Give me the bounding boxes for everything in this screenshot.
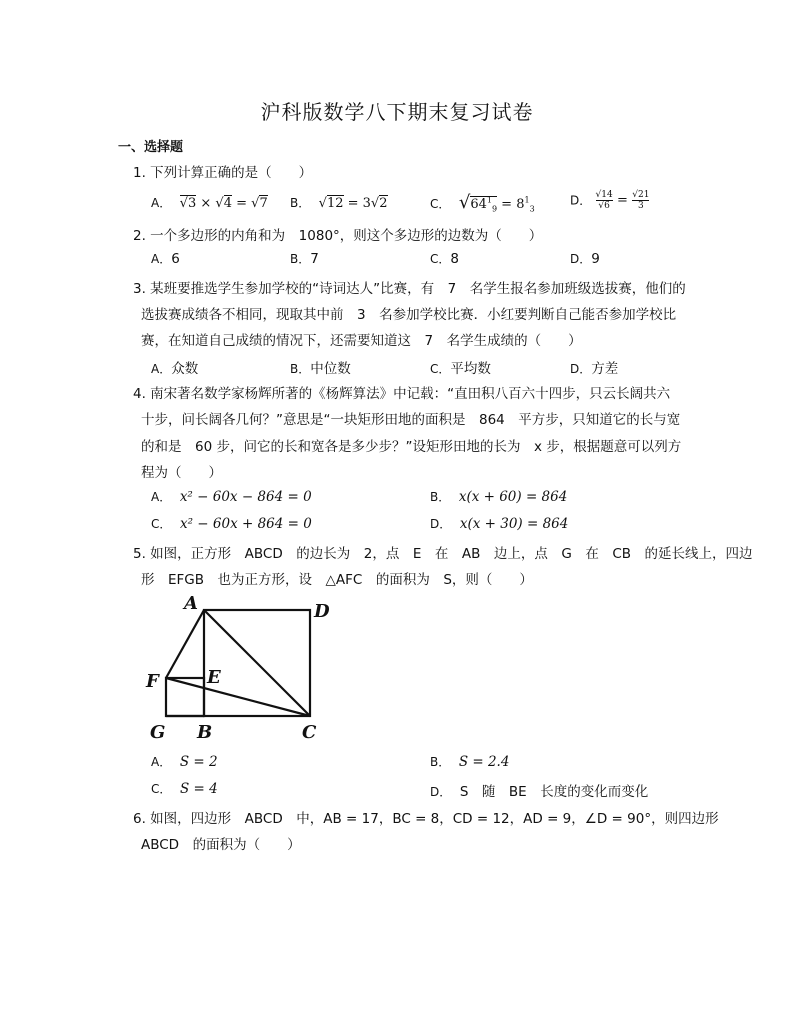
- page-title: 沪科版数学八下期末复习试卷: [260, 100, 534, 124]
- option-label: C．: [430, 197, 451, 211]
- q2-option-d: [570, 250, 600, 267]
- option-label: C．: [151, 517, 172, 531]
- segment-ac: [204, 610, 310, 716]
- option-text: x(x + 60) = 864: [458, 489, 568, 505]
- q5-option-c: [151, 780, 218, 797]
- option-label: A．: [151, 252, 172, 266]
- question-6-line-1: 6. 如图，四边形 ABCD 中，AB = 17，BC = 8，CD = 12，AD = 9，∠D = 90°，则四边形: [133, 811, 719, 827]
- question-4-line-3: 的和是 60 步，问它的长和宽各是多少步？”设矩形田地的长为 x 步，根据题意可以列方: [141, 439, 682, 455]
- q5-option-d: [430, 780, 648, 800]
- question-3-line-2: 选拔赛成绩各不相同，现取其中前 3 名参加学校比赛．小红要判断自己能否参加学校比: [141, 307, 677, 323]
- option-label: A．: [151, 196, 172, 210]
- option-label: B．: [430, 755, 451, 769]
- option-text: x² − 60x + 864 = 0: [179, 516, 312, 532]
- question-5-line-2: 形 EFGB 也为正方形，设 △AFC 的面积为 S，则（ ）: [141, 572, 533, 588]
- option-label: D．: [570, 362, 592, 376]
- option-label: C．: [430, 252, 451, 266]
- question-3-line-3: 赛，在知道自己成绩的情况下，还需要知道这 7 名学生成绩的（ ）: [141, 333, 582, 349]
- option-text: 方差: [591, 361, 619, 377]
- q3-option-b: [290, 357, 351, 377]
- q2-option-b: [290, 250, 319, 267]
- option-label: C．: [151, 782, 172, 796]
- figure-lines: [166, 610, 310, 716]
- question-1-stem: 1. 下列计算正确的是（ ）: [133, 165, 313, 181]
- option-label: B．: [290, 362, 311, 376]
- option-label: D．: [430, 785, 452, 799]
- q1-option-d: D． $\frac{√14}{√6}$ = $\frac{√21}{3}$: [570, 190, 650, 211]
- segment-fc: [166, 678, 310, 716]
- vertex-label-c: C: [302, 722, 317, 743]
- segment-af: [166, 610, 204, 678]
- vertex-label-a: A: [184, 595, 198, 614]
- q5-option-a: [151, 753, 218, 770]
- q1-option-c: C． $√64^1_9 = 8^1_3$: [430, 192, 535, 214]
- option-label: A．: [151, 755, 172, 769]
- vertex-label-d: D: [314, 601, 330, 622]
- option-label: C．: [430, 362, 451, 376]
- option-label: B．: [430, 490, 451, 504]
- option-label: A．: [151, 362, 172, 376]
- q5-figure: [140, 595, 340, 745]
- option-label: B．: [290, 196, 311, 210]
- option-text: S = 2: [179, 754, 218, 770]
- question-2-stem: 2. 一个多边形的内角和为 1080°，则这个多边形的边数为（ ）: [133, 228, 543, 244]
- q3-option-a: [151, 357, 198, 377]
- q3-option-d: [570, 357, 618, 377]
- question-4-line-2: 十步，问长阔各几何？”意思是“一块矩形田地的面积是 864 平方步，只知道它的长与宽: [141, 412, 681, 428]
- q1-option-b: B． √12 = 3√2: [290, 196, 388, 211]
- option-text: S = 4: [179, 781, 218, 797]
- option-text: x² − 60x − 864 = 0: [179, 489, 312, 505]
- q1-option-a: A． √3 × √4 = √7: [151, 196, 268, 211]
- option-text: x(x + 30) = 864: [459, 516, 569, 532]
- option-text: 7: [310, 251, 319, 267]
- q4-option-c: [151, 515, 312, 532]
- vertex-label-g: G: [150, 722, 166, 743]
- q5-option-b: [430, 753, 509, 770]
- question-4-line-1: 4. 南宋著名数学家杨辉所著的《杨辉算法》中记载：“直田积八百六十四步，只云长阔共六: [133, 386, 671, 402]
- vertex-label-e: E: [207, 667, 221, 688]
- option-label: B．: [290, 252, 311, 266]
- q4-option-d: [430, 515, 568, 532]
- vertex-label-b: B: [197, 722, 213, 743]
- option-label: D．: [430, 517, 452, 531]
- option-text: 平均数: [450, 361, 491, 377]
- q4-option-a: [151, 488, 312, 505]
- option-label: D．: [570, 252, 592, 266]
- option-text: 中位数: [310, 361, 351, 377]
- option-text: S 随 BE 长度的变化而变化: [459, 784, 649, 800]
- q4-option-b: [430, 488, 567, 505]
- option-label: D．: [570, 193, 592, 208]
- q2-option-a: [151, 250, 180, 267]
- option-label: A．: [151, 490, 172, 504]
- option-text: 众数: [171, 361, 199, 377]
- option-text: 8: [450, 251, 459, 267]
- vertex-label-f: F: [146, 671, 159, 692]
- question-4-line-4: 程为（ ）: [141, 465, 222, 481]
- option-text: S = 2.4: [458, 754, 510, 770]
- option-text: 6: [171, 251, 180, 267]
- question-3-line-1: 3. 某班要推选学生参加学校的“诗词达人”比赛，有 7 名学生报名参加班级选拔赛，他们的: [133, 281, 686, 297]
- option-text: 9: [591, 251, 600, 267]
- q2-option-c: [430, 250, 459, 267]
- question-6-line-2: ABCD 的面积为（ ）: [141, 837, 301, 853]
- q3-option-c: [430, 357, 491, 377]
- question-5-line-1: 5. 如图，正方形 ABCD 的边长为 2，点 E 在 AB 边上，点 G 在 CB 的延长线上，四边: [133, 546, 753, 562]
- section-heading: 一、选择题: [118, 140, 184, 155]
